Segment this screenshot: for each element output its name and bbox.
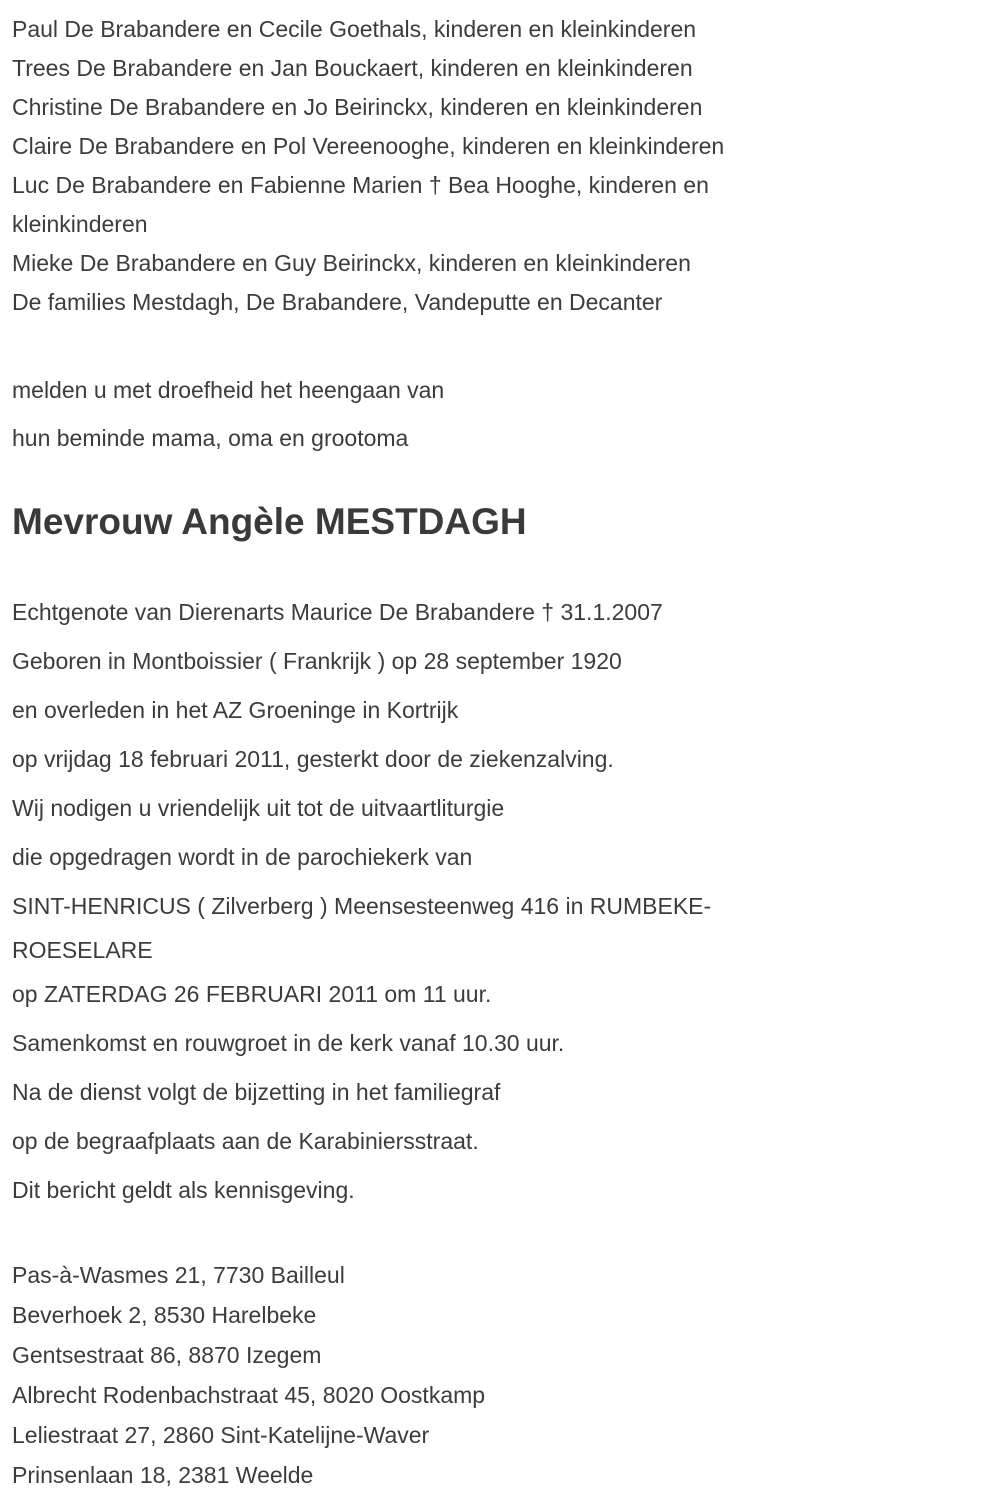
body-line: die opgedragen wordt in de parochiekerk van bbox=[12, 844, 473, 870]
body-line: ROESELARE bbox=[12, 937, 153, 963]
family-list bbox=[12, 10, 986, 322]
address-line: Beverhoek 2, 8530 Harelbeke bbox=[12, 1302, 317, 1328]
address-line: Prinsenlaan 18, 2381 Weelde bbox=[12, 1462, 314, 1488]
body-line: SINT-HENRICUS ( Zilverberg ) Meensesteenweg 416 in RUMBEKE- bbox=[12, 893, 712, 919]
address-line: Gentsestraat 86, 8870 Izegem bbox=[12, 1342, 322, 1368]
body-line: Dit bericht geldt als kennisgeving. bbox=[12, 1177, 355, 1203]
spacer bbox=[12, 322, 986, 366]
family-line: Trees De Brabandere en Jan Bouckaert, kinderen en kleinkinderen bbox=[12, 55, 693, 81]
spacer bbox=[12, 1215, 986, 1255]
announcement-body bbox=[12, 588, 986, 1215]
address-line: Leliestraat 27, 2860 Sint-Katelijne-Waver bbox=[12, 1422, 430, 1448]
body-line: Geboren in Montboissier ( Frankrijk ) op 28 september 1920 bbox=[12, 648, 622, 674]
body-line: op de begraafplaats aan de Karabiniersstraat. bbox=[12, 1128, 479, 1154]
address-line: Pas-à-Wasmes 21, 7730 Bailleul bbox=[12, 1262, 345, 1288]
body-line: op ZATERDAG 26 FEBRUARI 2011 om 11 uur. bbox=[12, 981, 492, 1007]
intro-line: melden u met droefheid het heengaan van bbox=[12, 377, 445, 403]
address-line: Albrecht Rodenbachstraat 45, 8020 Oostkamp bbox=[12, 1382, 486, 1408]
family-line: kleinkinderen bbox=[12, 211, 148, 237]
intro-line: hun beminde mama, oma en grootoma bbox=[12, 425, 409, 451]
family-line: Claire De Brabandere en Pol Vereenooghe, kinderen en kleinkinderen bbox=[12, 133, 725, 159]
body-line: op vrijdag 18 februari 2011, gesterkt door de ziekenzalving. bbox=[12, 746, 614, 772]
deceased-name-title: Mevrouw Angèle MESTDAGH bbox=[12, 501, 527, 542]
family-line: Paul De Brabandere en Cecile Goethals, kinderen en kleinkinderen bbox=[12, 16, 697, 42]
family-line: Christine De Brabandere en Jo Beirinckx, kinderen en kleinkinderen bbox=[12, 94, 703, 120]
body-line: Echtgenote van Dierenarts Maurice De Brabandere † 31.1.2007 bbox=[12, 599, 663, 625]
family-line: Mieke De Brabandere en Guy Beirinckx, kinderen en kleinkinderen bbox=[12, 250, 691, 276]
intro-text bbox=[12, 366, 986, 462]
body-line: Wij nodigen u vriendelijk uit tot de uitvaartliturgie bbox=[12, 795, 505, 821]
body-line: Na de dienst volgt de bijzetting in het familiegraf bbox=[12, 1079, 501, 1105]
family-line: Luc De Brabandere en Fabienne Marien † Bea Hooghe, kinderen en bbox=[12, 172, 709, 198]
body-line: en overleden in het AZ Groeninge in Kortrijk bbox=[12, 697, 459, 723]
family-line: De families Mestdagh, De Brabandere, Vandeputte en Decanter bbox=[12, 289, 663, 315]
body-line: Samenkomst en rouwgroet in de kerk vanaf 10.30 uur. bbox=[12, 1030, 565, 1056]
address-list bbox=[12, 1255, 986, 1495]
